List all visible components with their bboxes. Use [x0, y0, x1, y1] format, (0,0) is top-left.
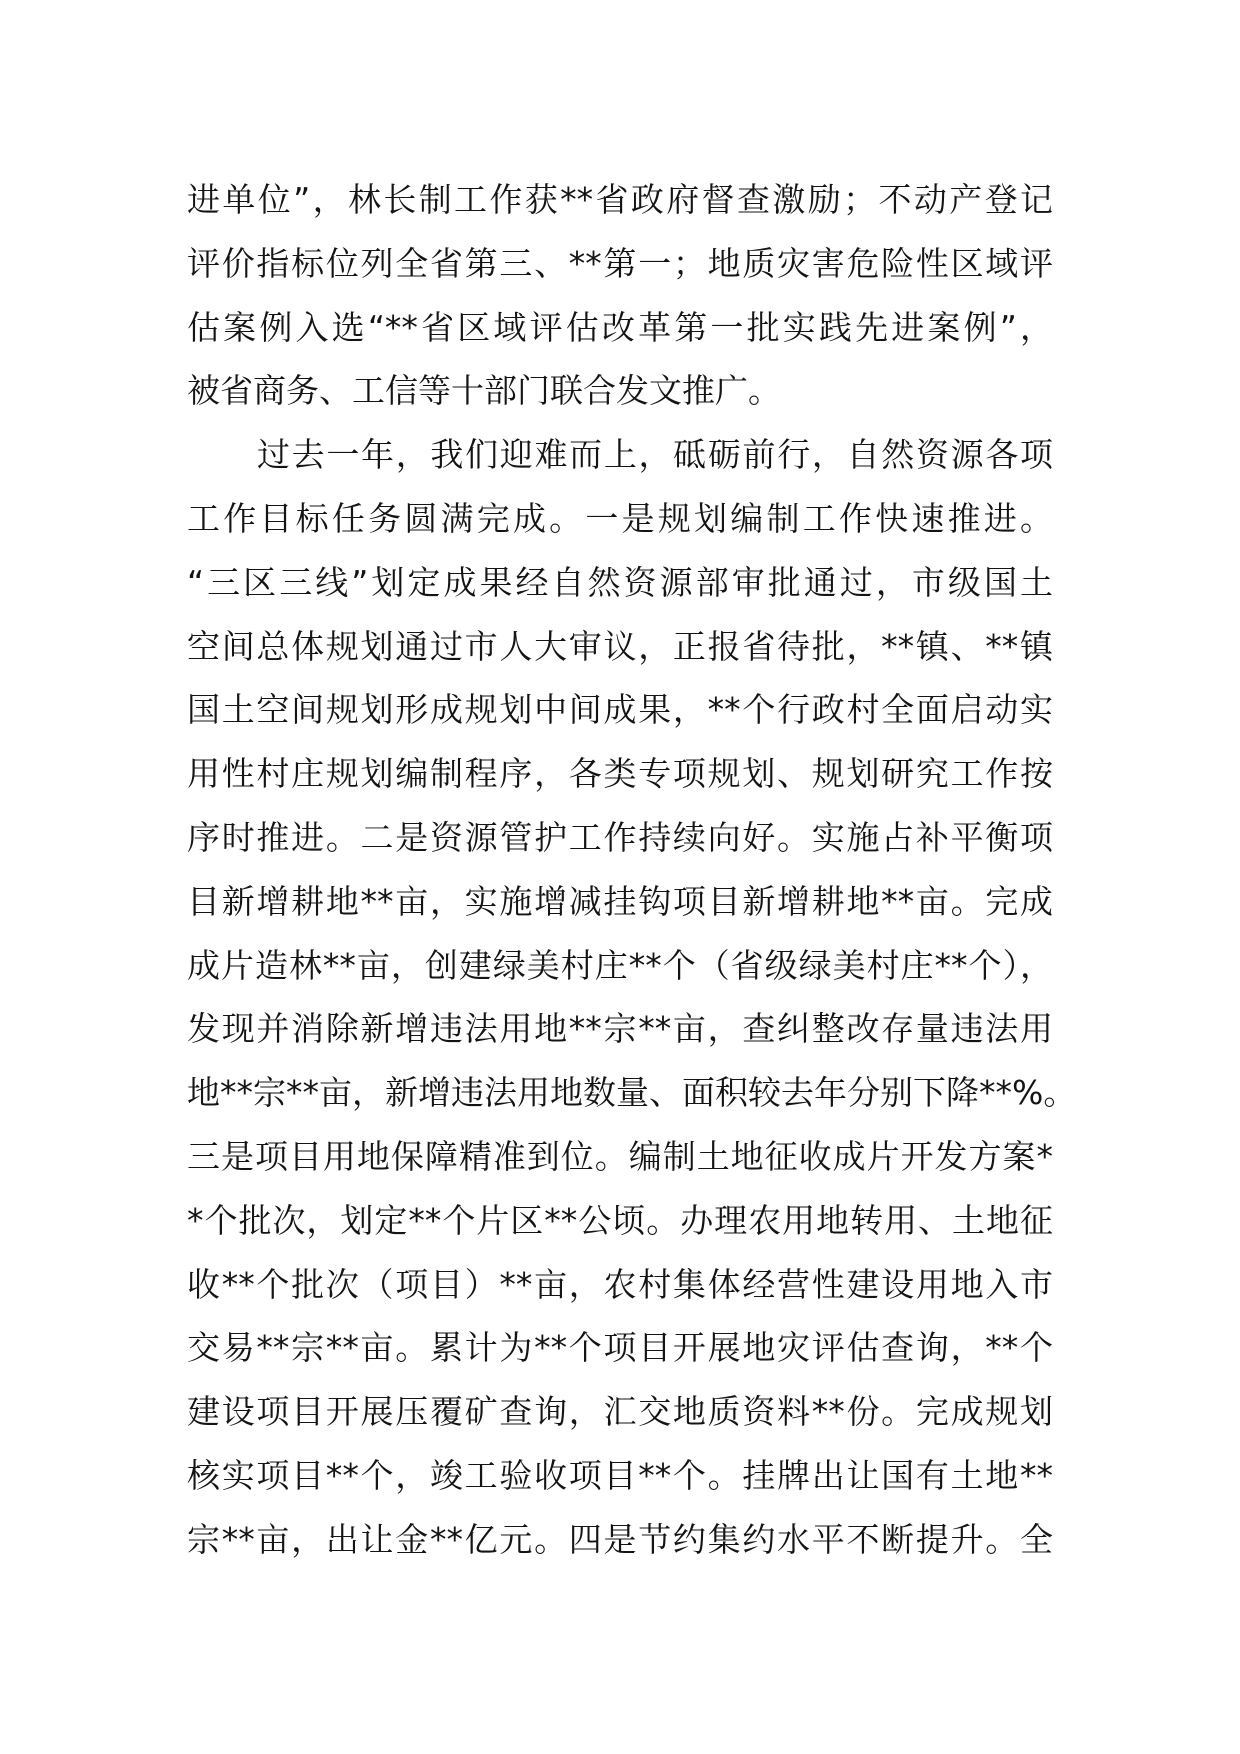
text-line: 三是项目用地保障精准到位。编制土地征收成片开发方案*: [187, 1136, 1053, 1176]
text-line: 交易**宗**亩。累计为**个项目开展地灾评估查询，**个: [187, 1328, 1053, 1368]
text-line: 评价指标位列全省第三、**第一；地质灾害危险性区域评: [187, 243, 1053, 283]
text-line: 建设项目开展压覆矿查询，汇交地质资料**份。完成规划: [187, 1392, 1053, 1432]
text-line: 目新增耕地**亩，实施增减挂钩项目新增耕地**亩。完成: [187, 881, 1053, 921]
text-line: 收**个批次（项目）**亩，农村集体经营性建设用地入市: [187, 1264, 1053, 1304]
text-line: 进单位”，林长制工作获**省政府督查激励；不动产登记: [187, 180, 1053, 219]
text-line: *个批次，划定**个片区**公顷。办理农用地转用、土地征: [187, 1200, 1053, 1240]
text-line: 发现并消除新增违法用地**宗**亩，查纠整改存量违法用: [187, 1009, 1053, 1049]
text-line: “三区三线”划定成果经自然资源部审批通过，市级国土: [187, 562, 1053, 602]
text-line: 宗**亩，出让金**亿元。四是节约集约水平不断提升。全: [187, 1519, 1053, 1559]
text-line: 成片造林**亩，创建绿美村庄**个（省级绿美村庄**个），: [187, 945, 1053, 985]
text-line: 序时推进。二是资源管护工作持续向好。实施占补平衡项: [187, 817, 1053, 857]
text-line: 工作目标任务圆满完成。一是规划编制工作快速推进。: [187, 498, 1053, 538]
text-line: 国土空间规划形成规划中间成果，**个行政村全面启动实: [187, 690, 1053, 730]
text-line: 核实项目**个，竣工验收项目**个。挂牌出让国有土地**: [187, 1455, 1053, 1495]
body-text: [187, 168, 1077, 1572]
text-line: 地**宗**亩，新增违法用地数量、面积较去年分别下降**%。: [187, 1073, 1077, 1113]
text-line: 被省商务、工信等十部门联合发文推广。: [187, 371, 781, 411]
text-line: 空间总体规划通过市人大审议，正报省待批，**镇、**镇: [187, 626, 1053, 666]
text-line: 估案例入选“**省区域评估改革第一批实践先进案例”，: [187, 307, 1053, 347]
text-line: 用性村庄规划编制程序，各类专项规划、规划研究工作按: [187, 754, 1053, 794]
paragraph-first-line: 过去一年，我们迎难而上，砥砺前行，自然资源各项: [257, 435, 1053, 475]
